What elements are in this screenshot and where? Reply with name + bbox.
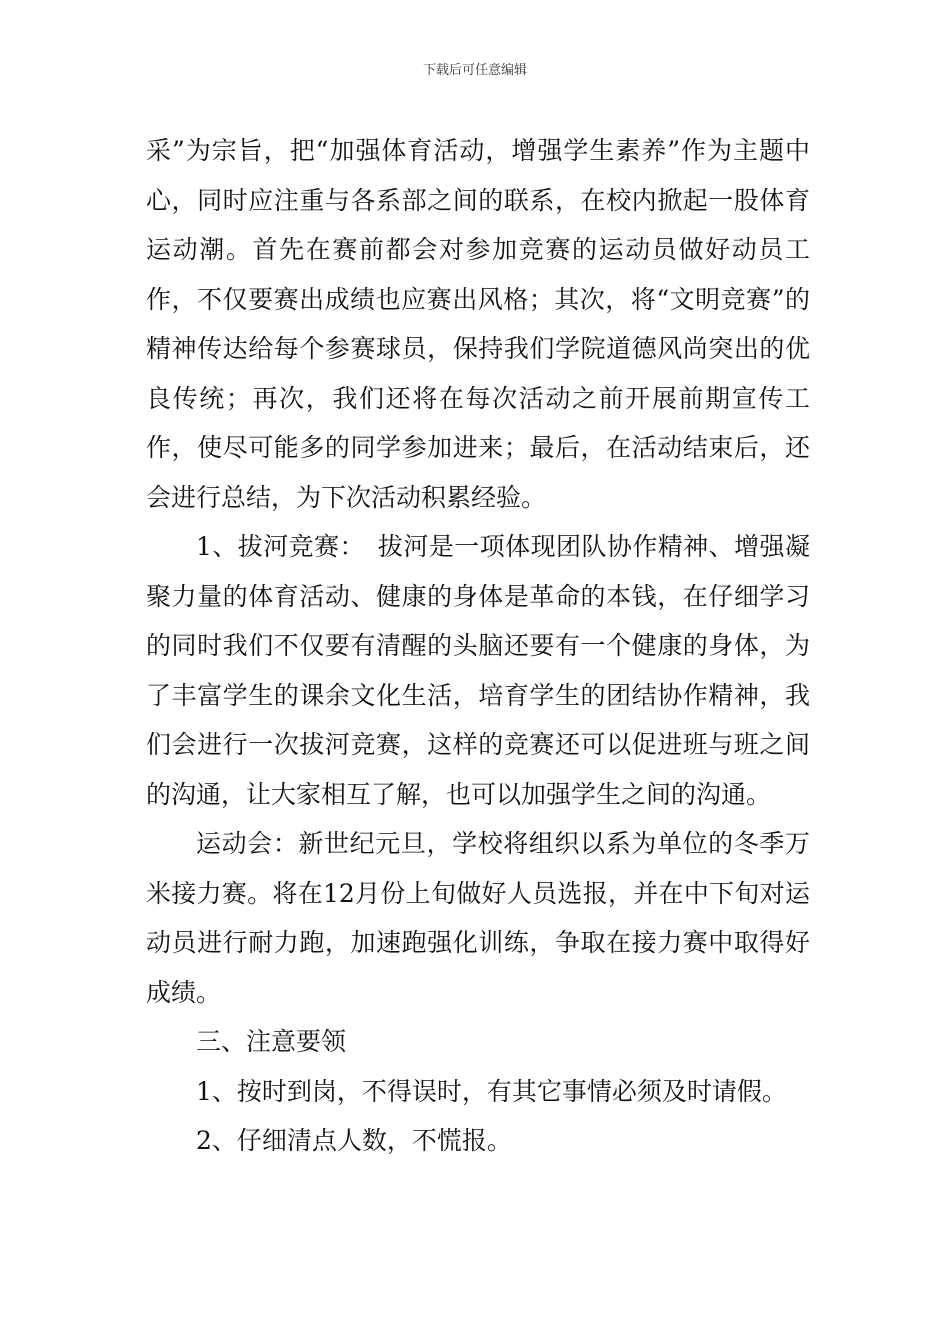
list-item-2: 2、仔细清点人数，不慌报。: [196, 1126, 512, 1155]
paragraph-sports-meet: 运动会：新世纪元旦，学校将组织以系为单位的冬季万米接力赛。将在12月份上旬做好人员选报，并在中下旬对运动员进行耐力跑，加速跑强化训练，争取在接力赛中取得好成绩。: [146, 829, 810, 1007]
paragraph-continuation: 采”为宗旨，把“加强体育活动，增强学生素养”作为主题中心，同时应注重与各系部之间的联系，在校内掀起一股体育运动潮。首先在赛前都会对参加竞赛的运动员做好动员工作，不仅要赛出成绩也应赛出风格；其次，将“文明竞赛”的精神传达给每个参赛球员，保持我们学院道德风尚突出的优良传统；再次，我们还将在每次活动之前开展前期宣传工作，使尽可能多的同学参加进来；最后，在活动结束后，还会进行总结，为下次活动积累经验。: [146, 136, 810, 512]
list-item-1: 1、按时到岗，不得误时，有其它事情必须及时请假。: [196, 1076, 787, 1106]
section-heading-notes: 三、注意要领: [196, 1027, 347, 1056]
page-header: 下载后可任意编辑: [422, 63, 527, 78]
document-body: [146, 126, 810, 1166]
paragraph-tug-of-war: 1、拔河竞赛： 拔河是一项体现团队协作精神、增强凝聚力量的体育活动、健康的身体是革命的本钱，在仔细学习的同时我们不仅要有清醒的头脑还要有一个健康的身体，为了丰富学生的课余文化生活，培育学生的团结协作精神，我们会进行一次拔河竞赛，这样的竞赛还可以促进班与班之间的沟通，让大家相互了解，也可以加强学生之间的沟通。: [146, 532, 810, 809]
